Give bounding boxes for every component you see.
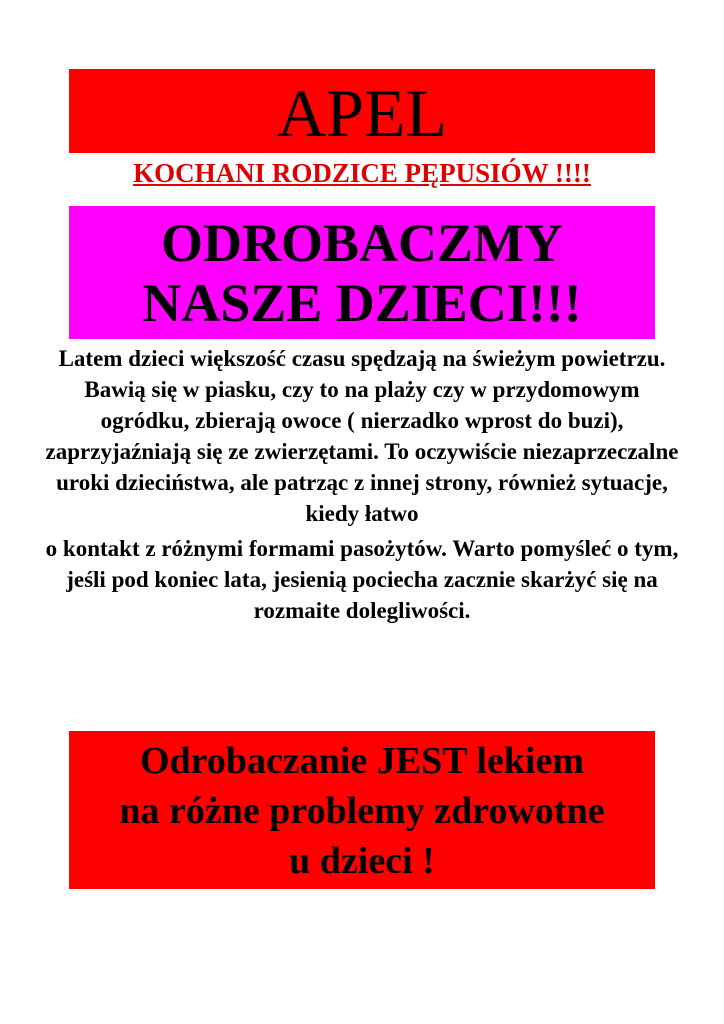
body-paragraph-2: o kontakt z różnymi formami pasożytów. Warto pomyśleć o tym, jeśli pod koniec lata, jesienią pociecha zacznie skarżyć się na rozmaite dolegliwości. (45, 536, 679, 623)
headline-banner (69, 206, 655, 339)
headline-line-1: ODROBACZMY (161, 213, 563, 273)
footer-banner (69, 731, 655, 889)
headline-line-2: NASZE DZIECI!!! (142, 273, 582, 333)
apel-banner (69, 69, 655, 153)
footer-line-3: u dzieci ! (289, 840, 435, 882)
body-text (40, 343, 684, 626)
footer-line-1: Odrobaczanie JEST lekiem (139, 740, 585, 782)
apel-title: APEL (277, 75, 447, 151)
body-paragraph-1: Latem dzieci większość czasu spędzają na świeżym powietrzu. Bawią się w piasku, czy to na plaży czy w przydomowym ogródku, zbierają owoce ( nierzadko wprost do buzi), zaprzyjaźniają się ze zwierzętami. To oczywiście niezaprzeczalne uroki dzieciństwa, ale patrząc z innej strony, również sytuacje, kiedy łatwo (45, 346, 679, 526)
footer-line-2: na różne problemy zdrowotne (119, 790, 605, 832)
subtitle-parents: KOCHANI RODZICE PĘPUSIÓW !!!! (133, 158, 591, 188)
